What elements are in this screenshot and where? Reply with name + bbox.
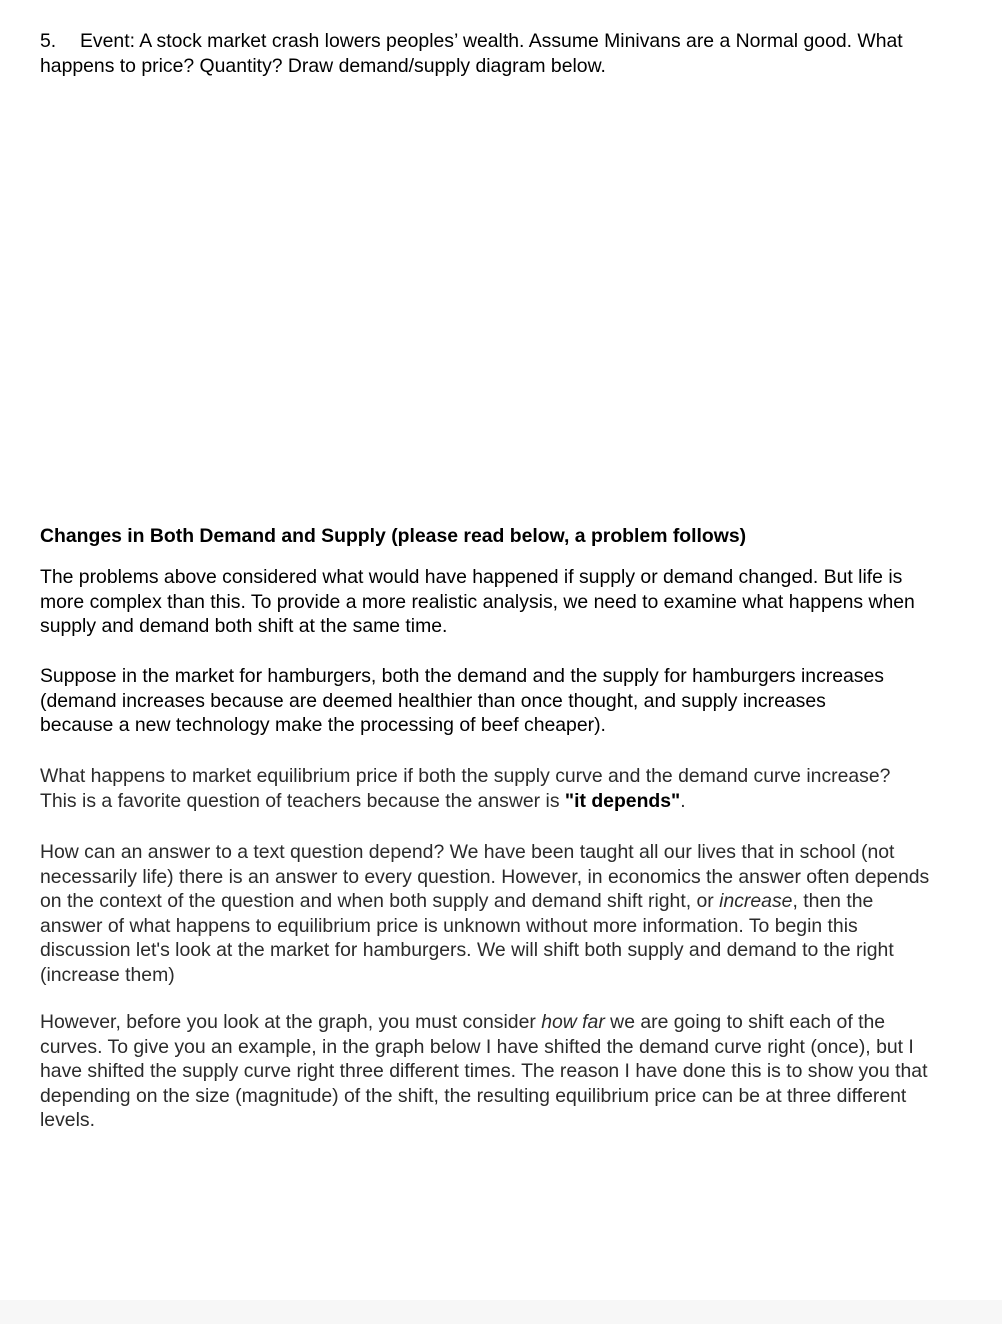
- it-depends-emphasis: "it depends": [564, 789, 681, 812]
- question-text: Event: A stock market crash lowers peoples’ wealth. Assume Minivans are a Normal good. What happens to price? Quantity? Draw demand/supply diagram below.: [40, 30, 903, 77]
- question-5: [40, 29, 970, 79]
- question-number: 5.: [40, 30, 57, 52]
- increase-emphasis: increase: [719, 890, 793, 912]
- paragraph-3-text: What happens to market equilibrium price if both the supply curve and the demand curve increase? This is a favorite question of teachers because the answer is: [40, 765, 891, 812]
- paragraph-3: [40, 764, 900, 813]
- paragraph-4-text: How can an answer to a text question depend? We have been taught all our lives that in school (not necessarily life) there is an answer to every question. However, in economics the answer often depends on the context of the question and when both supply and demand shift right, or: [40, 841, 930, 912]
- page-bottom-edge: [0, 1300, 1002, 1324]
- blank-drawing-area: [40, 90, 960, 510]
- paragraph-2: Suppose in the market for hamburgers, both the demand and the supply for hamburgers increases (demand increases because are deemed healthier than once thought, and supply increases because a new technology make the processing of beef cheaper).: [40, 665, 884, 736]
- how-far-emphasis: how far: [541, 1011, 605, 1033]
- paragraph-4-end: , then the answer of what happens to equilibrium price is unknown without more information. To begin this discussion let's look at the market for hamburgers. We will shift both supply and demand to the right (increase them): [40, 890, 894, 986]
- paragraph-1: The problems above considered what would have happened if supply or demand changed. But life is more complex than this. To provide a more realistic analysis, we need to examine what happens when supply and demand both shift at the same time.: [40, 566, 915, 637]
- paragraph-5-end: we are going to shift each of the curves. To give you an example, in the graph below I have shifted the demand curve right (once), but I have shifted the supply curve right three different times. The reason I have done this is to show you that depending on the size (magnitude) of the shift, the resulting equilibrium price can be at three different levels.: [40, 1011, 928, 1131]
- section-heading: Changes in Both Demand and Supply (please read below, a problem follows): [40, 525, 747, 547]
- paragraph-3-end: .: [680, 789, 686, 812]
- paragraph-5-text: However, before you look at the graph, you must consider: [40, 1011, 542, 1033]
- paragraph-4: [40, 840, 935, 987]
- paragraph-5: [40, 1010, 935, 1133]
